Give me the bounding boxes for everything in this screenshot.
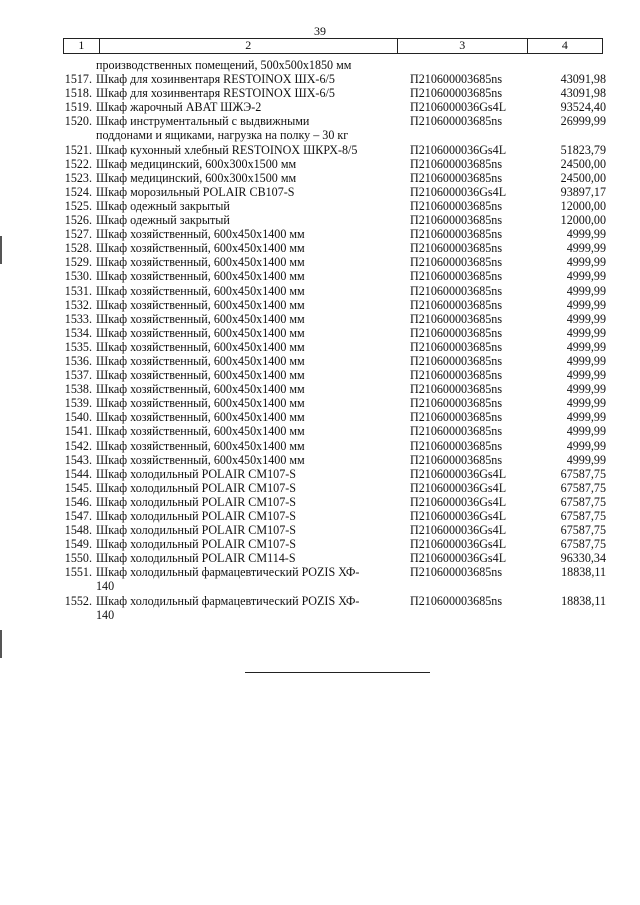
item-number [0,608,96,622]
item-price: 4999,99 [566,410,606,425]
item-price: 67587,75 [560,466,606,481]
item-name: Шкаф хозяйственный, 600x450x1400 мм [96,438,305,453]
item-name: Шкаф холодильный POLAIR CM107-S [96,523,297,538]
item-name: Шкаф холодильный POLAIR CM107-S [96,480,297,495]
item-number: 1548. [64,523,92,538]
item-number: 1536. [64,353,92,368]
item-code: П2106000036Gs4L [410,100,507,115]
item-code: П2106000036Gs4L [410,466,507,481]
table-row [0,537,640,551]
item-number: 1524. [64,184,92,199]
item-name: Шкаф хозяйственный, 600x450x1400 мм [96,410,305,425]
item-code: П210600003685ns [410,156,503,171]
item-code: П2106000036Gs4L [410,480,507,495]
item-price: 51823,79 [560,142,606,157]
item-code: П210600003685ns [410,410,503,425]
item-code: П210600003685ns [410,452,503,467]
table-row [0,467,640,481]
item-price: 4999,99 [566,368,606,383]
item-price: 4999,99 [566,255,606,270]
item-price: 4999,99 [566,269,606,284]
item-code: П210600003685ns [410,241,503,256]
table-row [0,128,640,142]
end-divider [245,672,430,673]
item-name: Шкаф медицинский, 600x300x1500 мм [96,156,297,171]
table-row [0,100,640,114]
item-price: 67587,75 [560,509,606,523]
item-price: 67587,75 [560,537,606,552]
item-number: 1535. [64,339,92,354]
item-name: Шкаф хозяйственный, 600x450x1400 мм [96,269,305,284]
item-name: Шкаф хозяйственный, 600x450x1400 мм [96,325,305,340]
item-code: П210600003685ns [410,593,503,608]
item-number: 1545. [64,480,92,495]
item-number: 1532. [64,297,92,312]
item-code: П210600003685ns [410,424,503,439]
table-row [0,594,640,608]
item-code: П2106000036Gs4L [410,184,507,199]
item-number: 1520. [64,114,92,129]
item-price: 67587,75 [560,523,606,538]
item-number [0,128,96,142]
item-price: 12000,00 [560,198,606,213]
table-row [0,213,640,227]
item-code: П210600003685ns [410,353,503,368]
table-row [0,481,640,495]
item-code: П210600003685ns [410,227,503,242]
item-number: 1529. [64,255,92,270]
item-name: Шкаф хозяйственный, 600x450x1400 мм [96,241,305,256]
item-number: 1540. [64,410,92,425]
item-price: 4999,99 [566,382,606,397]
table-row [0,227,640,241]
item-price: 67587,75 [560,494,606,509]
table-row [0,495,640,509]
item-number: 1521. [64,142,92,157]
item-price: 18838,11 [561,593,606,608]
item-price: 4999,99 [566,311,606,326]
item-name: Шкаф холодильный POLAIR CM107-S [96,466,297,481]
table-row [0,551,640,565]
item-number: 1546. [64,494,92,509]
item-code: П2106000036Gs4L [410,551,507,566]
item-price: 96330,34 [560,551,606,566]
item-name: Шкаф холодильный фармацевтический POZIS ХФ- [96,593,360,608]
margin-mark [0,236,2,264]
table-row [0,608,640,622]
item-price: 4999,99 [566,297,606,312]
table-row [0,326,640,340]
item-price: 4999,99 [566,452,606,467]
item-code: П210600003685ns [410,438,503,453]
item-price: 26999,99 [560,114,606,129]
item-number: 1551. [64,565,92,580]
item-name: Шкаф жарочный ABAT ШЖЭ-2 [96,100,262,115]
item-price: 18838,11 [561,565,606,580]
item-name: Шкаф холодильный POLAIR CM107-S [96,494,297,509]
item-price: 24500,00 [560,156,606,171]
column-header: 4 [527,39,603,53]
table-row [0,298,640,312]
table-row [0,312,640,326]
column-header: 3 [397,39,527,53]
item-code: П2106000036Gs4L [410,142,507,157]
item-number: 1533. [64,311,92,326]
item-name: Шкаф инструментальный с выдвижными [96,114,310,129]
item-code: П210600003685ns [410,339,503,354]
table-row [0,241,640,255]
item-number: 1547. [64,509,92,523]
item-name: Шкаф кухонный хлебный RESTOINOX ШКРХ-8/5 [96,142,358,157]
table-row [0,340,640,354]
item-price: 4999,99 [566,283,606,298]
item-number: 1522. [64,156,92,171]
item-code: П210600003685ns [410,114,503,129]
item-code: П210600003685ns [410,269,503,284]
item-code: П210600003685ns [410,297,503,312]
table-row [0,439,640,453]
item-code: П210600003685ns [410,382,503,397]
item-price: 4999,99 [566,325,606,340]
item-number: 1517. [64,72,92,87]
item-name: Шкаф хозяйственный, 600x450x1400 мм [96,368,305,383]
item-number: 1523. [64,170,92,185]
item-name: Шкаф медицинский, 600x300x1500 мм [96,170,297,185]
item-price: 4999,99 [566,396,606,411]
table-row [0,424,640,438]
item-code: П210600003685ns [410,396,503,411]
item-name: Шкаф холодильный POLAIR CM114-S [96,551,296,566]
column-header: 2 [99,39,397,53]
item-code: П210600003685ns [410,72,503,87]
item-price: 93524,40 [560,100,606,115]
item-number: 1525. [64,198,92,213]
item-name: Шкаф хозяйственный, 600x450x1400 мм [96,382,305,397]
item-number: 1549. [64,537,92,552]
table-row [0,171,640,185]
table-row [0,86,640,100]
item-code: П210600003685ns [410,325,503,340]
item-code: П210600003685ns [410,255,503,270]
table-row [0,58,640,72]
item-price: 43091,98 [560,72,606,87]
item-code [410,608,530,622]
item-code: П2106000036Gs4L [410,494,507,509]
item-price: 4999,99 [566,353,606,368]
item-code [410,579,530,593]
item-code: П210600003685ns [410,198,503,213]
item-name: Шкаф хозяйственный, 600x450x1400 мм [96,339,305,354]
item-price [530,579,606,593]
table-row [0,143,640,157]
item-number: 1527. [64,227,92,242]
table-row [0,185,640,199]
margin-mark [0,630,2,658]
item-code: П2106000036Gs4L [410,509,507,523]
item-code: П210600003685ns [410,368,503,383]
item-price: 4999,99 [566,438,606,453]
table-row [0,114,640,128]
item-number: 1526. [64,213,92,228]
item-number: 1537. [64,368,92,383]
item-number: 1552. [64,593,92,608]
item-price [530,58,606,72]
item-number: 1534. [64,325,92,340]
item-name: Шкаф для хозинвентаря RESTOINOX ШХ-6/5 [96,72,335,87]
item-number: 1544. [64,466,92,481]
item-name: Шкаф холодильный POLAIR CM107-S [96,537,297,552]
table-row [0,453,640,467]
table-row [0,72,640,86]
item-number: 1538. [64,382,92,397]
item-number: 1550. [64,551,92,566]
item-name: Шкаф морозильный POLAIR CB107-S [96,184,295,199]
item-price: 67587,75 [560,480,606,495]
table-row [0,255,640,269]
item-number: 1539. [64,396,92,411]
item-name: Шкаф хозяйственный, 600x450x1400 мм [96,353,305,368]
item-price: 93897,17 [560,184,606,199]
item-code: П2106000036Gs4L [410,523,507,538]
item-number: 1543. [64,452,92,467]
item-name: поддонами и ящиками, нагрузка на полку – 30 кг [96,128,349,143]
item-price: 12000,00 [560,213,606,228]
item-price: 43091,98 [560,86,606,101]
table-row [0,354,640,368]
table-row [0,382,640,396]
item-name: Шкаф для хозинвентаря RESTOINOX ШХ-6/5 [96,86,335,101]
item-code: П210600003685ns [410,311,503,326]
item-price: 4999,99 [566,241,606,256]
item-name: Шкаф хозяйственный, 600x450x1400 мм [96,283,305,298]
table-row [0,565,640,579]
item-name: Шкаф хозяйственный, 600x450x1400 мм [96,424,305,439]
item-name: 140 [96,607,115,622]
item-name: Шкаф одежный закрытый [96,198,230,213]
item-name: Шкаф хозяйственный, 600x450x1400 мм [96,311,305,326]
table-body [0,58,640,622]
item-name: Шкаф хозяйственный, 600x450x1400 мм [96,255,305,270]
item-name: Шкаф хозяйственный, 600x450x1400 мм [96,396,305,411]
item-price: 4999,99 [566,339,606,354]
item-number: 1528. [64,241,92,256]
item-number: 1541. [64,424,92,439]
item-code: П210600003685ns [410,283,503,298]
item-name: Шкаф хозяйственный, 600x450x1400 мм [96,297,305,312]
item-name: 140 [96,579,115,594]
table-row [0,199,640,213]
item-price: 4999,99 [566,424,606,439]
item-number: 1530. [64,269,92,284]
item-code: П210600003685ns [410,213,503,228]
item-name: Шкаф хозяйственный, 600x450x1400 мм [96,227,305,242]
item-code: П210600003685ns [410,565,503,580]
item-price [530,608,606,622]
item-number: 1542. [64,438,92,453]
item-price: 4999,99 [566,227,606,242]
item-code [410,128,530,142]
item-number: 1519. [64,100,92,115]
table-row [0,157,640,171]
table-header [63,38,603,54]
table-row [0,368,640,382]
item-name: Шкаф хозяйственный, 600x450x1400 мм [96,452,305,467]
item-price: 24500,00 [560,170,606,185]
item-code: П2106000036Gs4L [410,537,507,552]
table-row [0,269,640,283]
table-row [0,523,640,537]
item-name: Шкаф холодильный POLAIR CM107-S [96,509,297,523]
item-code: П210600003685ns [410,170,503,185]
item-name: Шкаф одежный закрытый [96,213,230,228]
table-row [0,284,640,298]
item-number [0,579,96,593]
item-number [0,58,96,72]
table-row [0,410,640,424]
item-code [410,58,530,72]
item-name: производственных помещений, 500x500x1850 мм [96,58,352,72]
table-row [0,579,640,593]
item-number: 1518. [64,86,92,101]
table-row [0,396,640,410]
item-number: 1531. [64,283,92,298]
item-code: П210600003685ns [410,86,503,101]
page-number: 39 [314,24,326,38]
table-row [0,509,640,523]
column-header: 1 [63,39,99,53]
item-price [530,128,606,142]
item-name: Шкаф холодильный фармацевтический POZIS ХФ- [96,565,360,580]
